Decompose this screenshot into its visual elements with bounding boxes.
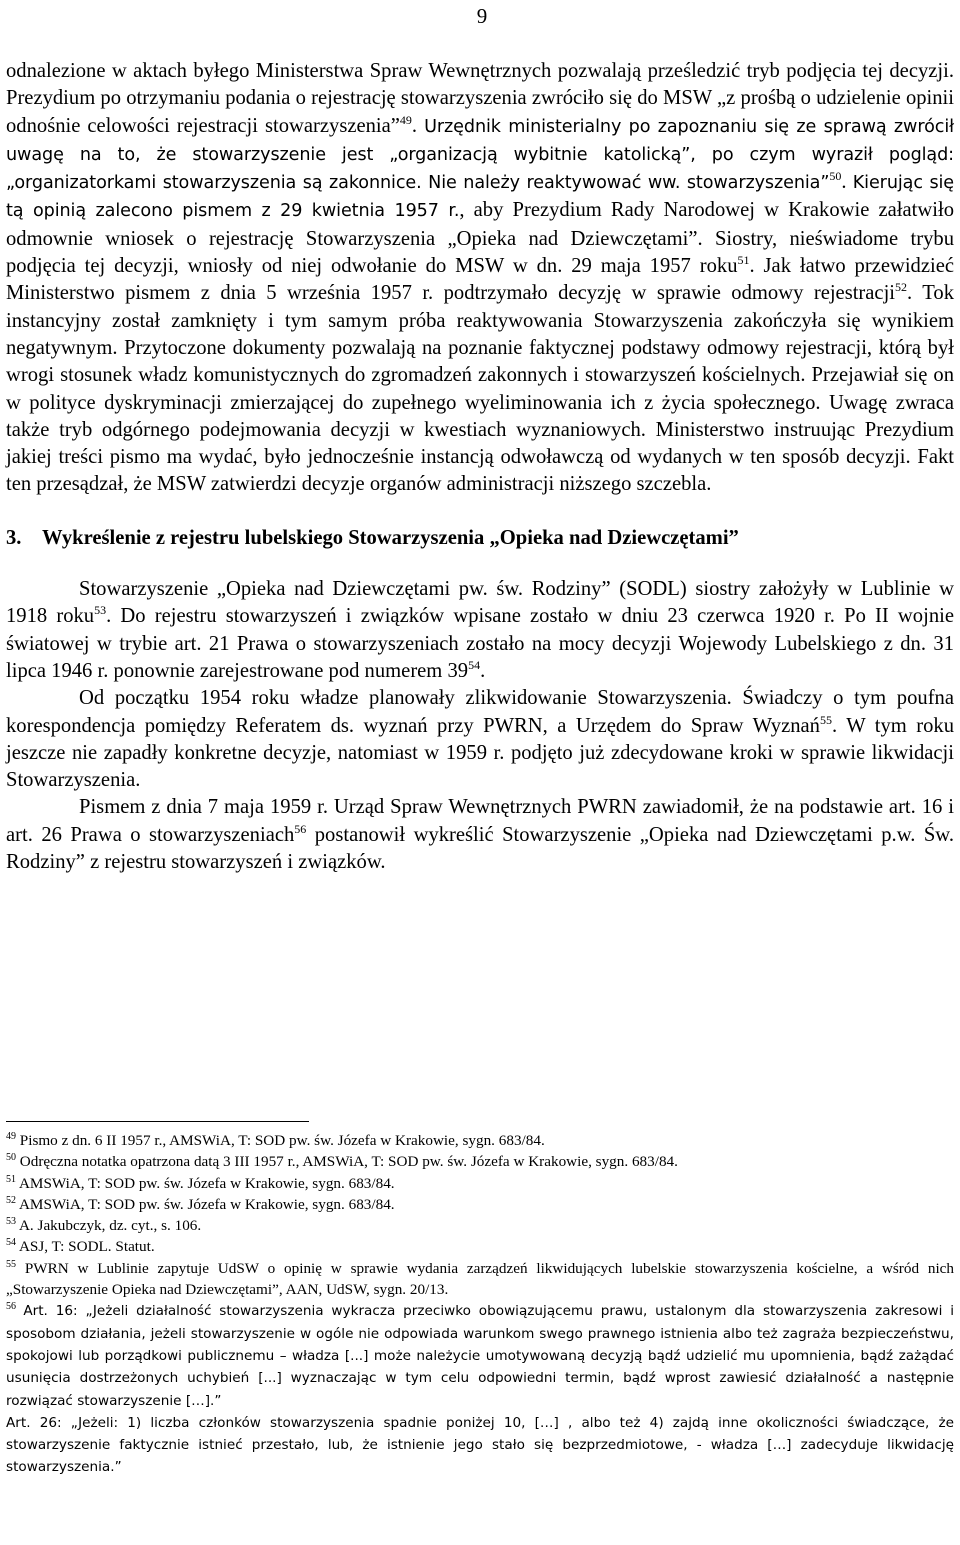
text-run: odnalezione w aktach byłego Ministerstwa Spraw Wewnętrznych pozwalają prześledzić tryb podjęcia tej decyzji. Prezydium po otrzymaniu podania o rejestrację stowarzyszenia zwróciło się do MSW „z prośbą o udzielenie opinii odnośnie celowości rejestracji stowarzyszenia” <box>6 60 954 137</box>
footnote-text: AMSWiA, T: SOD pw. św. Józefa w Krakowie, sygn. 683/84. <box>18 1195 395 1213</box>
footnote-separator <box>6 1121 309 1122</box>
footnote-ref: 55 <box>819 712 832 727</box>
footnote-ref: 50 <box>829 169 842 184</box>
paragraph <box>6 576 954 685</box>
text-run: . Do rejestru stowarzyszeń i związków wpisane zostało w dniu 23 czerwca 1920 r. Po II wojnie światowej w trybie art. 21 Prawa o stowarzyszeniach zostało na mocy decyzji Wojewody Lubelskiego z dn. 31 lipca 1946 r. ponownie zarejestrowane pod numerem 39 <box>6 605 954 682</box>
footnote <box>6 1236 954 1257</box>
text-run: Od początku 1954 roku władze planowały zlikwidowanie Stowarzyszenia. Świadczy o tym poufna korespondencja pomiędzy Referatem ds. wyznań przy PWRN, a Urzędem do Spraw Wyznań <box>6 687 954 737</box>
footnote-ref: 51 <box>737 253 750 268</box>
text-run: Pismem z dnia 7 maja 1959 r. Urząd Spraw Wewnętrznych PWRN zawiadomił, że na podstawie art. 16 i art. 26 Prawa o stowarzyszeniach <box>6 796 954 846</box>
footnote <box>6 1151 954 1172</box>
footnote-number: 51 <box>6 1173 16 1185</box>
footnote <box>6 1130 954 1151</box>
text-run: Kierując się tą opinią zalecono pismem z 29 kwietnia 1957 r. <box>6 173 955 222</box>
footnote-text: A. Jakubczyk, dz. cyt., s. 106. <box>18 1217 202 1235</box>
paragraph <box>6 794 954 876</box>
footnote-number: 53 <box>6 1216 16 1228</box>
footnote-text: Art. 26: „Jeżeli: 1) liczba członków stowarzyszenia spadnie poniżej 10, […] , albo też 4) zajdą inne okoliczności świadczące, że stowarzyszenie faktycznie istnieć przestało, lub, że istnienie jego stało się bezprzedmiotowe, - władza […] zadecyduje likwidację stowarzyszenia.” <box>6 1414 954 1476</box>
footnote-number: 49 <box>6 1131 16 1142</box>
footnote-text: PWRN w Lublinie zapytuje UdSW o opinię w sprawie wydania zarządzeń likwidujących lubelskie stowarzyszenia kościelne, a wśród nich „Stowarzyszenie Opieka nad Dziewczętami”, AAN, UdSW, sygn. 20/13. <box>6 1259 954 1299</box>
footnote-ref: 53 <box>94 603 107 618</box>
footnote-number: 50 <box>6 1152 16 1164</box>
paragraph <box>6 58 954 499</box>
footnote-ref: 54 <box>468 658 481 673</box>
footnote <box>6 1194 954 1215</box>
footnote <box>6 1173 954 1194</box>
footnote <box>6 1215 954 1236</box>
footnote-text: AMSWiA, T: SOD pw. św. Józefa w Krakowie, sygn. 683/84. <box>18 1174 395 1192</box>
footnote-ref: 49 <box>399 112 412 127</box>
text-run: . <box>480 659 486 682</box>
text-run: . <box>411 114 425 137</box>
text-run: . Tok instancyjny został zamknięty i tym samym próba reaktywowania Stowarzyszenia zakończyła się wynikiem negatywnym. Przytoczone dokumenty pozwalają na poznanie faktycznej podstawy odmowy rejestracji, którą był wrogi stosunek władz komunistycznych do zgromadzeń zakonnych i stowarzyszeń kościelnych. Przejawiał się on w polityce dyskryminacji zmierzającej do zupełnego wyeliminowania ich z życia społecznego. Uwagę zwraca także tryb odgórnego podejmowania decyzji w kwestiach wyznaniowych. Ministerstwo instruując Prezydium jakiej treści pismo ma wydać, było jednocześnie instancją odwoławczą od wydanych w ten sposób decyzji. Fakt ten przesądzał, że MSW zatwierdzi decyzje organów administracji niższego szczebla. <box>6 282 954 496</box>
text-run: . Jak łatwo przewidzieć Ministerstwo pismem z dnia 5 września 1957 r. podtrzymało decyzję w sprawie odmowy rejestracji <box>6 255 954 305</box>
footnote-number: 52 <box>6 1194 16 1206</box>
footnote <box>6 1300 954 1411</box>
footnote-text: ASJ, T: SODL. Statut. <box>18 1238 155 1256</box>
main-text <box>6 58 954 876</box>
footnote-number: 55 <box>6 1258 16 1270</box>
text-run: Stowarzyszenie „Opieka nad Dziewczętami pw. św. Rodziny” (SODL) siostry założyły w Lublinie w 1918 roku <box>6 578 954 628</box>
footnote-continuation <box>6 1412 954 1479</box>
text-run: . <box>841 171 853 194</box>
footnote-text: Odręczna notatka opatrzona datą 3 III 1957 r., AMSWiA, T: SOD pw. św. Józefa w Krakowie, sygn. 683/84. <box>19 1153 678 1171</box>
section-title: Wykreślenie z rejestru lubelskiego Stowarzyszenia „Opieka nad Dziewczętami” <box>42 526 739 549</box>
footnote <box>6 1258 954 1301</box>
paragraph <box>6 685 954 794</box>
page-number: 9 <box>476 4 488 28</box>
footnote-text: Pismo z dn. 6 II 1957 r., AMSWiA, T: SOD pw. św. Józefa w Krakowie, sygn. 683/84. <box>19 1132 545 1149</box>
footnote-number: 56 <box>6 1301 16 1313</box>
footnote-ref: 56 <box>294 821 307 836</box>
section-number: 3. <box>6 526 22 549</box>
footnote-text: Art. 16: „Jeżeli działalność stowarzyszenia wykracza przeciwko obowiązującemu prawu, ustalonym dla stowarzyszenia zakresowi i sposobom działania, jeżeli stowarzyszenie w ogóle nie odpowiada warunkom swego prawnego istnienia albo też zagraża bezpieczeństwu, spokojowi lub porządkowi publicznemu – władza [...] może należycie umotywowaną decyzją bądź udzielić mu upomnienia, bądź zażądać usunięcia dostrzeżonych uchybień [...] wyznaczając w tym celu odpowiedni termin, bądź wprost zawiesić działalność a następnie rozwiązać stowarzyszenie […].” <box>6 1303 954 1409</box>
text-run: Urzędnik ministerialny po zapoznaniu się ze sprawą zwrócił uwagę na to, że stowarzyszenie jest „organizacją wybitnie katolicką”, po czym wyraził pogląd: „organizatorkami stowarzyszenia są zakonnice. Nie należy reaktywować ww. stowarzyszenia” <box>6 116 955 194</box>
text-run: postanowił wykreślić Stowarzyszenie „Opieka nad Dziewczętami p.w. Św. Rodziny” z rejestru stowarzyszeń i związków. <box>6 823 954 874</box>
section-heading <box>6 525 954 552</box>
footnote-number: 54 <box>6 1237 16 1249</box>
footnote-ref: 52 <box>895 280 908 295</box>
footnotes <box>6 1130 954 1479</box>
text-run: . W tym roku jeszcze nie zapadły konkretne decyzje, natomiast w 1959 r. podjęto już zdecydowane kroki w sprawie likwidacji Stowarzyszenia. <box>6 714 954 792</box>
text-run: , aby Prezydium Rady Narodowej w Krakowie załatwiło odmownie wniosek o rejestrację Stowarzyszenia „Opieka nad Dziewczętami”. Siostry, nieświadome trybu podjęcia tej decyzji, wniosły od niej odwołanie do MSW w dn. 29 maja 1957 roku <box>6 199 954 278</box>
